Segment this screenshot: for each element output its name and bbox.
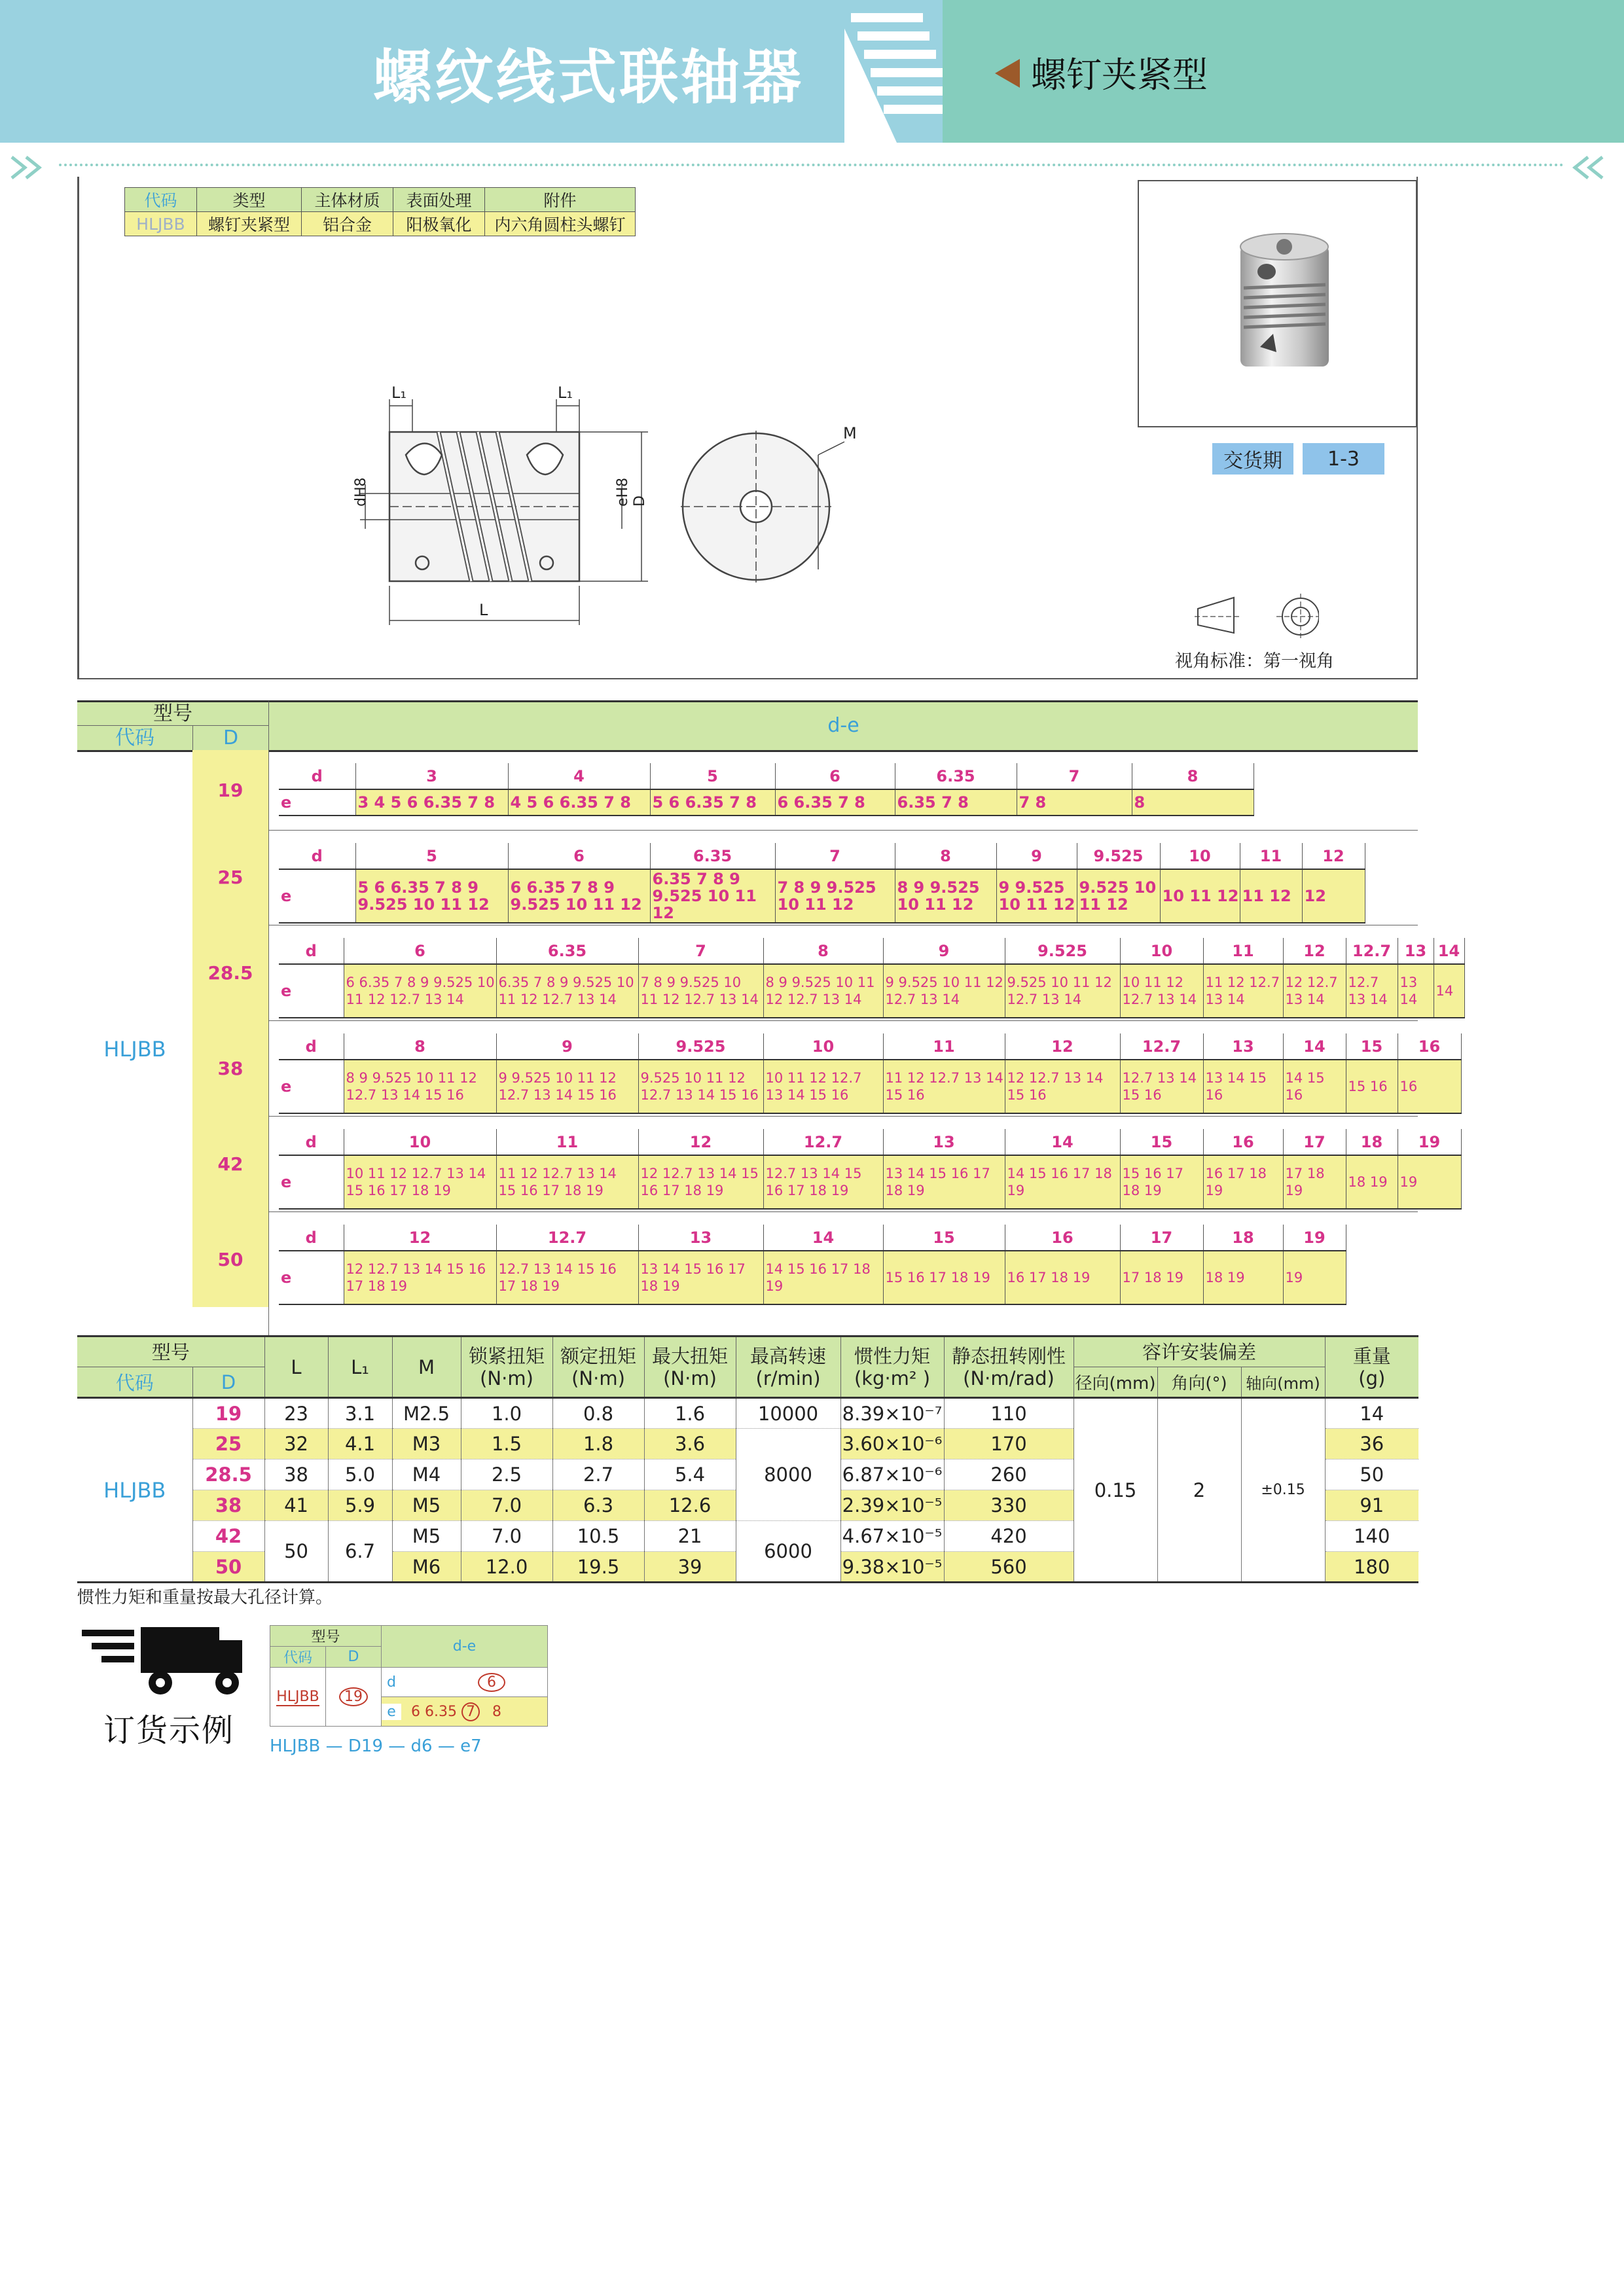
page-title: 螺纹线式联轴器 xyxy=(373,43,804,112)
de-e-values: 9.525 10 11 12 12.7 13 14 15 16 xyxy=(638,1060,763,1113)
de-d-value: 7 xyxy=(638,938,763,964)
de-e-values: 17 18 19 xyxy=(1120,1251,1203,1304)
dim-label-L: L xyxy=(479,601,488,619)
de-d-value: 12 xyxy=(1302,843,1365,869)
de-header-D: D xyxy=(192,725,268,750)
info-type: 螺钉夹紧型 xyxy=(197,212,302,236)
order-D: 19 xyxy=(326,1668,382,1727)
de-d-value: 14 xyxy=(763,1225,883,1251)
de-e-values: 9.525 10 11 12 12.7 13 14 xyxy=(1005,964,1120,1018)
de-d-value: 12.7 xyxy=(1120,1033,1203,1060)
de-d-label: d xyxy=(279,1225,344,1251)
de-e-values: 4 5 6 6.35 7 8 xyxy=(508,789,650,816)
arrow-left-icon xyxy=(995,59,1020,88)
de-d-value: 6.35 xyxy=(650,843,775,869)
de-e-values: 11 12 12.7 13 14 xyxy=(1203,964,1283,1018)
de-d-value: 6 xyxy=(775,763,895,789)
de-e-label: e xyxy=(279,1251,344,1304)
de-d-value: 13 xyxy=(883,1129,1005,1155)
de-d-value: 10 xyxy=(1160,843,1240,869)
spec-table-body xyxy=(77,1398,1418,1583)
spec-header-max-speed: 最高转速 (r/min) xyxy=(736,1336,840,1398)
spec-header-tolerance: 容许安装偏差 xyxy=(1074,1336,1325,1367)
spec-inertia: 9.38×10⁻⁵ xyxy=(840,1552,944,1583)
de-d-value: 3 xyxy=(355,763,508,789)
spec-stiffness: 260 xyxy=(944,1460,1074,1490)
de-column-divider xyxy=(268,750,269,1348)
de-e-label: e xyxy=(279,869,355,923)
spec-L1: 5.0 xyxy=(328,1460,392,1490)
spec-header-model: 型号 xyxy=(77,1336,264,1367)
info-accessory: 内六角圆柱头螺钉 xyxy=(485,212,636,236)
spec-rated-torque: 19.5 xyxy=(552,1552,644,1583)
spec-header-L1: L₁ xyxy=(328,1336,392,1398)
order-code: HLJBB xyxy=(270,1668,326,1727)
de-e-values: 8 xyxy=(1132,789,1254,816)
de-d-value: 11 xyxy=(883,1033,1005,1060)
de-D-value: 25 xyxy=(192,830,268,925)
dim-label-D: D xyxy=(632,495,648,507)
de-subtable xyxy=(279,1033,1524,1114)
de-e-values: 5 6 6.35 7 8 9 9.525 10 11 12 xyxy=(355,869,508,923)
de-group-separator xyxy=(268,1116,1418,1117)
coupling-photo xyxy=(1231,232,1339,376)
spec-weight: 140 xyxy=(1325,1521,1418,1552)
de-e-values: 12 12.7 13 14 15 16 17 18 19 xyxy=(638,1155,763,1209)
spec-inertia: 2.39×10⁻⁵ xyxy=(840,1490,944,1521)
order-d-row: d 6 xyxy=(382,1668,548,1697)
spec-L1: 5.9 xyxy=(328,1490,392,1521)
spec-header-stiffness: 静态扭转刚性 (N·m/rad) xyxy=(944,1336,1074,1398)
de-d-label: d xyxy=(279,843,355,869)
de-d-value: 4 xyxy=(508,763,650,789)
spec-max-speed: 8000 xyxy=(736,1429,840,1521)
spec-inertia: 3.60×10⁻⁶ xyxy=(840,1429,944,1460)
order-example-code: HLJBB — D19 — d6 — e7 xyxy=(270,1736,482,1756)
info-material: 铝合金 xyxy=(302,212,393,236)
de-e-values: 6 6.35 7 8 9 9.525 10 11 12 xyxy=(508,869,650,923)
de-e-values: 16 xyxy=(1398,1060,1461,1113)
de-D-value: 42 xyxy=(192,1116,268,1211)
de-d-value: 9 xyxy=(883,938,1005,964)
de-e-label: e xyxy=(279,1155,344,1209)
order-example-label: 订货示例 xyxy=(103,1712,235,1749)
spec-max-torque: 39 xyxy=(644,1552,736,1583)
spec-lock-torque: 2.5 xyxy=(461,1460,552,1490)
de-d-value: 8 xyxy=(895,843,996,869)
dim-label-L1-right: L₁ xyxy=(558,384,573,402)
de-d-value: 17 xyxy=(1283,1129,1346,1155)
de-d-label: d xyxy=(279,1033,344,1060)
de-D-value: 28.5 xyxy=(192,925,268,1020)
spec-D: 42 xyxy=(192,1521,264,1552)
de-e-values: 12.7 13 14 15 16 xyxy=(1120,1060,1203,1113)
spec-max-speed: 6000 xyxy=(736,1521,840,1583)
projection-symbol-icon xyxy=(1195,592,1319,641)
spec-rated-torque: 1.8 xyxy=(552,1429,644,1460)
de-d-value: 11 xyxy=(1203,938,1283,964)
spec-stiffness: 170 xyxy=(944,1429,1074,1460)
spec-stiffness: 560 xyxy=(944,1552,1074,1583)
spec-lock-torque: 1.0 xyxy=(461,1398,552,1429)
dim-label-L1-left: L₁ xyxy=(391,384,406,402)
de-e-values: 7 8 xyxy=(1017,789,1132,816)
de-d-value: 12 xyxy=(1005,1033,1120,1060)
de-d-value: 16 xyxy=(1005,1225,1120,1251)
spec-header-angle: 角向(°) xyxy=(1157,1367,1241,1398)
de-d-value: 15 xyxy=(883,1225,1005,1251)
spec-max-torque: 12.6 xyxy=(644,1490,736,1521)
de-subtable xyxy=(279,938,1465,1018)
de-e-values: 10 11 12 xyxy=(1160,869,1240,923)
order-e-row: e 6 6.35 7 8 xyxy=(382,1697,548,1727)
spec-M: M2.5 xyxy=(392,1398,461,1429)
de-d-value: 12.7 xyxy=(763,1129,883,1155)
de-e-values: 14 15 16 17 18 19 xyxy=(763,1251,883,1304)
delivery-value: 1-3 xyxy=(1303,443,1384,475)
footnote: 惯性力矩和重量按最大孔径计算。 xyxy=(77,1588,333,1607)
de-d-value: 16 xyxy=(1203,1129,1283,1155)
spec-header-code: 代码 xyxy=(77,1367,192,1398)
de-d-value: 7 xyxy=(775,843,895,869)
spec-M: M5 xyxy=(392,1521,461,1552)
de-d-value: 13 xyxy=(1203,1033,1283,1060)
double-chevron-right-icon xyxy=(9,154,48,181)
de-e-values: 13 14 15 16 17 18 19 xyxy=(638,1251,763,1304)
de-group-separator xyxy=(268,1020,1418,1021)
de-e-values: 6.35 7 8 9 9.525 10 11 12 12.7 13 14 xyxy=(496,964,638,1018)
spec-stiffness: 420 xyxy=(944,1521,1074,1552)
de-e-values: 15 16 xyxy=(1346,1060,1398,1113)
de-e-values: 12 xyxy=(1302,869,1365,923)
spec-stiffness: 330 xyxy=(944,1490,1074,1521)
de-d-value: 9.525 xyxy=(1005,938,1120,964)
de-subtable xyxy=(279,763,1254,816)
info-header-surface: 表面处理 xyxy=(393,188,485,212)
spec-header-axial: 轴向(mm) xyxy=(1241,1367,1325,1398)
order-example-table xyxy=(270,1625,548,1727)
de-header-model: 型号 xyxy=(77,700,268,725)
de-e-values: 11 12 xyxy=(1240,869,1302,923)
de-d-value: 18 xyxy=(1346,1129,1398,1155)
spec-L1: 4.1 xyxy=(328,1429,392,1460)
info-header-material: 主体材质 xyxy=(302,188,393,212)
spec-row xyxy=(77,1398,1418,1429)
de-e-values: 15 16 17 18 19 xyxy=(883,1251,1005,1304)
spec-lock-torque: 1.5 xyxy=(461,1429,552,1460)
de-D-value: 50 xyxy=(192,1211,268,1307)
spec-inertia: 8.39×10⁻⁷ xyxy=(840,1398,944,1429)
de-d-value: 10 xyxy=(344,1129,496,1155)
de-subtable xyxy=(279,1225,1398,1305)
spec-rated-torque: 2.7 xyxy=(552,1460,644,1490)
de-d-value: 12 xyxy=(344,1225,496,1251)
de-e-values: 13 14 xyxy=(1398,964,1434,1018)
de-e-values: 10 11 12 12.7 13 14 15 16 17 18 19 xyxy=(344,1155,496,1209)
spec-header-L: L xyxy=(264,1336,328,1398)
de-e-values: 12 12.7 13 14 15 16 xyxy=(1005,1060,1120,1113)
de-e-values: 3 4 5 6 6.35 7 8 xyxy=(355,789,508,816)
de-d-value: 11 xyxy=(496,1129,638,1155)
dim-label-M: M xyxy=(843,424,857,442)
de-e-values: 14 15 16 17 18 19 xyxy=(1005,1155,1120,1209)
info-header-accessory: 附件 xyxy=(485,188,636,212)
spec-weight: 36 xyxy=(1325,1429,1418,1460)
de-d-value: 10 xyxy=(1120,938,1203,964)
de-e-values: 14 xyxy=(1434,964,1464,1018)
spec-stiffness: 110 xyxy=(944,1398,1074,1429)
de-d-value: 11 xyxy=(1240,843,1302,869)
de-d-value: 14 xyxy=(1434,938,1464,964)
de-d-value: 7 xyxy=(1017,763,1132,789)
spec-L: 38 xyxy=(264,1460,328,1490)
de-subtable xyxy=(279,843,1365,924)
dim-label-eH8: eH8 xyxy=(615,477,631,507)
info-code: HLJBB xyxy=(125,212,197,236)
de-e-values: 12.7 13 14 15 16 17 18 19 xyxy=(496,1251,638,1304)
de-d-value: 5 xyxy=(650,763,775,789)
de-e-label: e xyxy=(279,1060,344,1113)
de-d-value: 9 xyxy=(996,843,1077,869)
spec-D: 19 xyxy=(192,1398,264,1429)
de-e-label: e xyxy=(279,964,344,1018)
de-d-value: 15 xyxy=(1120,1129,1203,1155)
spec-D: 28.5 xyxy=(192,1460,264,1490)
spec-header-max-torque: 最大扭矩 (N·m) xyxy=(644,1336,736,1398)
spec-header-weight: 重量 (g) xyxy=(1325,1336,1418,1398)
spec-header-inertia: 惯性力矩 (kg·m² ) xyxy=(840,1336,944,1398)
divider-line xyxy=(59,164,1564,166)
info-header-code: 代码 xyxy=(125,188,197,212)
spec-D: 25 xyxy=(192,1429,264,1460)
spec-rated-torque: 10.5 xyxy=(552,1521,644,1552)
spec-code: HLJBB xyxy=(77,1398,192,1583)
spec-L: 23 xyxy=(264,1398,328,1429)
spec-lock-torque: 12.0 xyxy=(461,1552,552,1583)
spec-header-rated-torque: 额定扭矩 (N·m) xyxy=(552,1336,644,1398)
spec-M: M3 xyxy=(392,1429,461,1460)
de-e-values: 9 9.525 10 11 12 xyxy=(996,869,1077,923)
de-e-label: e xyxy=(279,789,355,816)
de-group-separator xyxy=(268,830,1418,831)
de-d-value: 10 xyxy=(763,1033,883,1060)
de-e-values: 13 14 15 16 17 18 19 xyxy=(883,1155,1005,1209)
spec-lock-torque: 7.0 xyxy=(461,1490,552,1521)
spec-max-torque: 1.6 xyxy=(644,1398,736,1429)
spec-max-torque: 5.4 xyxy=(644,1460,736,1490)
spec-weight: 14 xyxy=(1325,1398,1418,1429)
spec-header-lock-torque: 锁紧扭矩 (N·m) xyxy=(461,1336,552,1398)
spec-M: M5 xyxy=(392,1490,461,1521)
spec-M: M6 xyxy=(392,1552,461,1583)
de-group-separator xyxy=(268,1211,1418,1212)
de-D-value: 38 xyxy=(192,1020,268,1116)
de-d-label: d xyxy=(279,1129,344,1155)
spec-L1: 6.7 xyxy=(328,1521,392,1583)
de-d-value: 12 xyxy=(638,1129,763,1155)
de-d-value: 18 xyxy=(1203,1225,1283,1251)
de-d-value: 8 xyxy=(763,938,883,964)
de-d-value: 12.7 xyxy=(496,1225,638,1251)
de-d-value: 6.35 xyxy=(895,763,1017,789)
de-header-divider xyxy=(77,750,1418,752)
double-chevron-left-icon xyxy=(1566,154,1605,181)
delivery-label: 交货期 xyxy=(1212,443,1293,475)
de-e-values: 18 19 xyxy=(1346,1155,1398,1209)
de-d-value: 17 xyxy=(1120,1225,1203,1251)
de-e-values: 16 17 18 19 xyxy=(1203,1155,1283,1209)
de-e-values: 19 xyxy=(1283,1251,1346,1304)
page-subtitle: 螺钉夹紧型 xyxy=(1031,54,1208,96)
de-header-de: d-e xyxy=(268,700,1418,750)
de-d-value: 8 xyxy=(344,1033,496,1060)
de-d-value: 12.7 xyxy=(1346,938,1398,964)
de-d-value: 9 xyxy=(496,1033,638,1060)
spec-L1: 3.1 xyxy=(328,1398,392,1429)
de-d-value: 6 xyxy=(344,938,496,964)
de-e-values: 19 xyxy=(1398,1155,1461,1209)
spec-axial: ±0.15 xyxy=(1241,1398,1325,1583)
de-e-values: 12.7 13 14 xyxy=(1346,964,1398,1018)
de-e-values: 11 12 12.7 13 14 15 16 xyxy=(883,1060,1005,1113)
spec-weight: 50 xyxy=(1325,1460,1418,1490)
de-d-value: 16 xyxy=(1398,1033,1461,1060)
de-d-value: 19 xyxy=(1398,1129,1461,1155)
spec-L: 32 xyxy=(264,1429,328,1460)
de-subtable xyxy=(279,1129,1524,1210)
de-e-values: 11 12 12.7 13 14 15 16 17 18 19 xyxy=(496,1155,638,1209)
spec-L: 50 xyxy=(264,1521,328,1583)
de-d-value: 5 xyxy=(355,843,508,869)
de-e-values: 7 8 9 9.525 10 11 12 12.7 13 14 xyxy=(638,964,763,1018)
technical-drawing xyxy=(334,373,903,628)
de-d-value: 13 xyxy=(638,1225,763,1251)
spec-max-torque: 21 xyxy=(644,1521,736,1552)
spec-D: 38 xyxy=(192,1490,264,1521)
de-e-values: 13 14 15 16 xyxy=(1203,1060,1283,1113)
de-e-values: 18 19 xyxy=(1203,1251,1283,1304)
de-e-values: 16 17 18 19 xyxy=(1005,1251,1120,1304)
de-e-values: 6 6.35 7 8 9 9.525 10 11 12 12.7 13 14 xyxy=(344,964,496,1018)
spec-weight: 91 xyxy=(1325,1490,1418,1521)
order-header-code: 代码 xyxy=(270,1647,326,1668)
de-e-values: 6 6.35 7 8 xyxy=(775,789,895,816)
order-header-model: 型号 xyxy=(270,1626,382,1647)
de-e-values: 8 9 9.525 10 11 12 12.7 13 14 15 16 xyxy=(344,1060,496,1113)
de-d-value: 14 xyxy=(1283,1033,1346,1060)
de-e-values: 8 9 9.525 10 11 12 12.7 13 14 xyxy=(763,964,883,1018)
spec-header-M: M xyxy=(392,1336,461,1398)
de-d-value: 13 xyxy=(1398,938,1434,964)
de-d-value: 9.525 xyxy=(1077,843,1160,869)
de-d-value: 19 xyxy=(1283,1225,1346,1251)
de-e-values: 5 6 6.35 7 8 xyxy=(650,789,775,816)
de-e-values: 9 9.525 10 11 12 12.7 13 14 xyxy=(883,964,1005,1018)
product-info-table xyxy=(124,187,636,236)
de-d-value: 15 xyxy=(1346,1033,1398,1060)
de-e-values: 12 12.7 13 14 15 16 17 18 19 xyxy=(344,1251,496,1304)
dim-label-dH8: dH8 xyxy=(353,477,369,507)
de-d-value: 9.525 xyxy=(638,1033,763,1060)
de-d-label: d xyxy=(279,763,355,789)
spec-header-D: D xyxy=(192,1367,264,1398)
spec-L: 41 xyxy=(264,1490,328,1521)
view-standard-label: 视角标准：第一视角 xyxy=(1175,651,1334,672)
de-d-value: 8 xyxy=(1132,763,1254,789)
delivery-truck-icon xyxy=(82,1621,245,1699)
de-e-values: 12.7 13 14 15 16 17 18 19 xyxy=(763,1155,883,1209)
de-e-values: 6.35 7 8 9 9.525 10 11 12 xyxy=(650,869,775,923)
de-d-value: 12 xyxy=(1283,938,1346,964)
de-e-values: 10 11 12 12.7 13 14 15 16 xyxy=(763,1060,883,1113)
de-d-value: 14 xyxy=(1005,1129,1120,1155)
info-surface: 阳极氧化 xyxy=(393,212,485,236)
spec-rated-torque: 6.3 xyxy=(552,1490,644,1521)
de-e-values: 10 11 12 12.7 13 14 xyxy=(1120,964,1203,1018)
spec-inertia: 4.67×10⁻⁵ xyxy=(840,1521,944,1552)
de-e-values: 14 15 16 xyxy=(1283,1060,1346,1113)
spec-radial: 0.15 xyxy=(1074,1398,1157,1583)
de-e-values: 7 8 9 9.525 10 11 12 xyxy=(775,869,895,923)
de-e-values: 6.35 7 8 xyxy=(895,789,1017,816)
de-header-code: 代码 xyxy=(77,725,192,750)
order-header-D: D xyxy=(326,1647,382,1668)
spec-table xyxy=(77,1335,1418,1583)
de-e-values: 15 16 17 18 19 xyxy=(1120,1155,1203,1209)
de-e-values: 17 18 19 xyxy=(1283,1155,1346,1209)
spec-weight: 180 xyxy=(1325,1552,1418,1583)
info-header-type: 类型 xyxy=(197,188,302,212)
spec-M: M4 xyxy=(392,1460,461,1490)
de-code-value: HLJBB xyxy=(103,1037,166,1062)
spec-lock-torque: 7.0 xyxy=(461,1521,552,1552)
de-d-value: 6 xyxy=(508,843,650,869)
de-e-values: 9 9.525 10 11 12 12.7 13 14 15 16 xyxy=(496,1060,638,1113)
spec-D: 50 xyxy=(192,1552,264,1583)
spec-angle: 2 xyxy=(1157,1398,1241,1583)
spec-max-torque: 3.6 xyxy=(644,1429,736,1460)
de-e-values: 12 12.7 13 14 xyxy=(1283,964,1346,1018)
de-d-value: 6.35 xyxy=(496,938,638,964)
de-D-value: 19 xyxy=(192,750,268,830)
order-header-de: d-e xyxy=(382,1626,548,1668)
de-d-label: d xyxy=(279,938,344,964)
spec-header-radial: 径向(mm) xyxy=(1074,1367,1157,1398)
spec-rated-torque: 0.8 xyxy=(552,1398,644,1429)
de-e-values: 8 9 9.525 10 11 12 xyxy=(895,869,996,923)
de-e-values: 9.525 10 11 12 xyxy=(1077,869,1160,923)
spec-max-speed: 10000 xyxy=(736,1398,840,1429)
spec-inertia: 6.87×10⁻⁶ xyxy=(840,1460,944,1490)
